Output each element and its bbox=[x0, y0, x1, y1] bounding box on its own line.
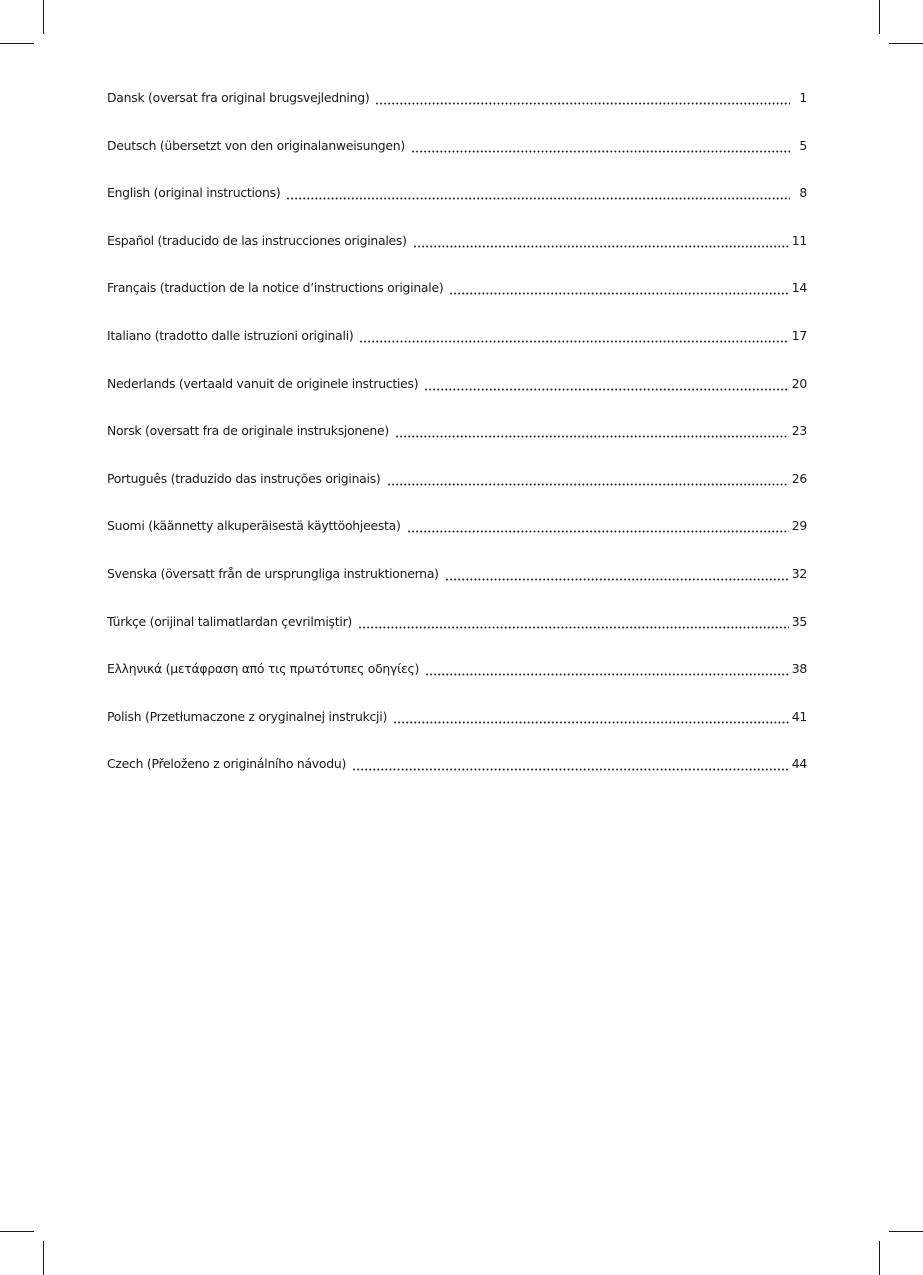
toc-page-number: 44 bbox=[791, 756, 807, 772]
toc-page-number: 8 bbox=[799, 185, 807, 201]
toc-entry-title: Czech (Přeloženo z originálního návodu) bbox=[107, 756, 347, 772]
toc-dot-leader bbox=[407, 519, 789, 533]
toc-entry-turkce[interactable] bbox=[107, 612, 807, 660]
toc-entry-deutsch[interactable] bbox=[107, 136, 807, 184]
toc-dot-leader bbox=[387, 472, 789, 486]
toc-dot-leader bbox=[352, 757, 789, 771]
toc-entry-title: Norsk (oversatt fra de originale instruksjonene) bbox=[107, 423, 389, 439]
toc-entry-title: Nederlands (vertaald vanuit de originele instructies) bbox=[107, 375, 419, 391]
toc-entry-title: Deutsch (übersetzt von den originalanweisungen) bbox=[107, 137, 405, 153]
toc-page-number: 35 bbox=[791, 613, 807, 629]
crop-mark-top-right-vertical bbox=[879, 0, 880, 34]
toc-page-number: 17 bbox=[791, 327, 807, 343]
toc-dot-leader bbox=[445, 567, 789, 581]
toc-page-number: 11 bbox=[791, 232, 807, 248]
toc-entry-francais[interactable] bbox=[107, 278, 807, 326]
toc-entry-polish[interactable] bbox=[107, 707, 807, 755]
toc-dot-leader bbox=[413, 234, 789, 248]
toc-dot-leader bbox=[424, 377, 788, 391]
toc-page-number: 23 bbox=[791, 423, 807, 439]
crop-mark-bottom-right-vertical bbox=[879, 1241, 880, 1275]
toc-dot-leader bbox=[449, 281, 788, 295]
table-of-contents bbox=[107, 88, 807, 802]
toc-entry-espanol[interactable] bbox=[107, 231, 807, 279]
toc-entry-title: Svenska (översatt från de ursprungliga instruktionerna) bbox=[107, 565, 439, 581]
toc-entry-czech[interactable] bbox=[107, 754, 807, 802]
toc-entry-title: Italiano (tradotto dalle istruzioni originali) bbox=[107, 327, 354, 343]
toc-entry-title: Ελληνικά (μετάφραση από τις πρωτότυπες οδηγίες) bbox=[107, 661, 420, 677]
toc-entry-portugues[interactable] bbox=[107, 469, 807, 517]
toc-dot-leader bbox=[411, 139, 790, 153]
toc-page-number: 20 bbox=[791, 375, 807, 391]
toc-entry-title: Dansk (oversat fra original brugsvejledning) bbox=[107, 90, 370, 105]
toc-page-number: 38 bbox=[791, 661, 807, 677]
toc-dot-leader bbox=[359, 329, 788, 343]
toc-entry-english[interactable] bbox=[107, 183, 807, 231]
toc-page-number: 32 bbox=[791, 565, 807, 581]
toc-entry-title: English (original instructions) bbox=[107, 185, 281, 201]
toc-entry-title: Español (traducido de las instrucciones originales) bbox=[107, 232, 407, 248]
toc-entry-suomi[interactable] bbox=[107, 516, 807, 564]
toc-dot-leader bbox=[375, 91, 790, 105]
toc-page-number: 14 bbox=[791, 280, 807, 296]
toc-entry-dansk[interactable] bbox=[107, 88, 807, 136]
toc-entry-title: Polish (Przetłumaczone z oryginalnej instrukcji) bbox=[107, 708, 388, 724]
toc-dot-leader bbox=[395, 424, 789, 438]
toc-page-number: 29 bbox=[791, 518, 807, 534]
toc-dot-leader bbox=[393, 710, 789, 724]
toc-entry-title: Português (traduzido das instruções originais) bbox=[107, 470, 381, 486]
toc-page-number: 1 bbox=[799, 90, 807, 105]
toc-entry-title: Suomi (käännetty alkuperäisestä käyttöohjeesta) bbox=[107, 518, 401, 534]
crop-mark-top-right-horizontal bbox=[889, 43, 923, 44]
toc-entry-norsk[interactable] bbox=[107, 421, 807, 469]
toc-page-number: 26 bbox=[791, 470, 807, 486]
toc-entry-title: Français (traduction de la notice d’instructions originale) bbox=[107, 280, 444, 296]
toc-dot-leader bbox=[425, 662, 789, 676]
crop-mark-bottom-right-horizontal bbox=[889, 1231, 923, 1232]
toc-dot-leader bbox=[286, 186, 790, 200]
toc-entry-nederlands[interactable] bbox=[107, 374, 807, 422]
toc-entry-ellinika[interactable] bbox=[107, 659, 807, 707]
crop-mark-bottom-left-vertical bbox=[43, 1241, 44, 1275]
crop-mark-top-left-horizontal bbox=[0, 43, 34, 44]
toc-page-number: 5 bbox=[799, 137, 807, 153]
crop-mark-bottom-left-horizontal bbox=[0, 1231, 34, 1232]
toc-entry-italiano[interactable] bbox=[107, 326, 807, 374]
crop-mark-top-left-vertical bbox=[43, 0, 44, 34]
toc-entry-svenska[interactable] bbox=[107, 564, 807, 612]
toc-dot-leader bbox=[358, 615, 789, 629]
toc-entry-title: Türkçe (orijinal talimatlardan çevrilmiştir) bbox=[107, 613, 352, 629]
toc-page-number: 41 bbox=[791, 708, 807, 724]
